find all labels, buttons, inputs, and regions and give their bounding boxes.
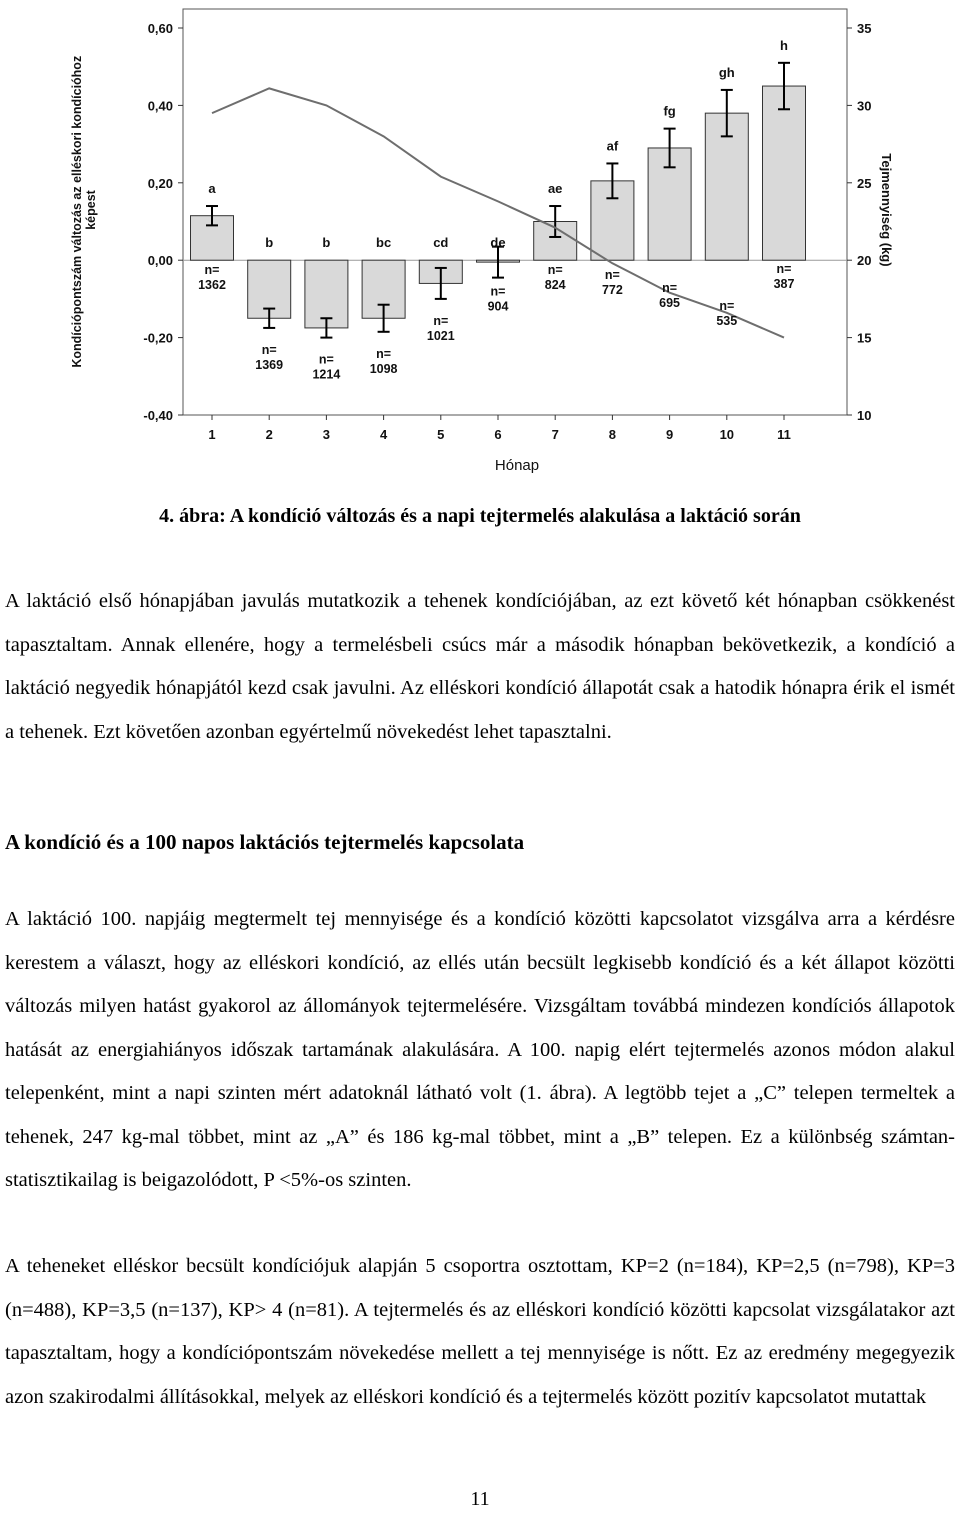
y2-tick-label: 10 <box>857 408 872 423</box>
n-label-prefix: n= <box>776 262 792 277</box>
significance-letter: bc <box>376 235 392 251</box>
section-heading: A kondíció és a 100 napos laktációs tejtermelés kapcsolata <box>5 830 525 854</box>
x-tick-label: 2 <box>265 427 273 442</box>
y2-tick-label: 25 <box>857 175 872 191</box>
n-label-value: 1021 <box>426 328 455 343</box>
n-label-value: 387 <box>773 277 795 292</box>
x-tick-label: 11 <box>777 427 791 442</box>
significance-letter: af <box>606 138 619 154</box>
x-tick-label: 1 <box>208 427 216 442</box>
y-axis-title: Kondíciópontszám változás az elléskori kondícióhoz képest <box>70 55 98 368</box>
n-label-value: 904 <box>487 299 509 314</box>
y2-tick-label: 15 <box>857 330 872 346</box>
n-label-prefix: n= <box>318 352 334 367</box>
significance-letter: a <box>208 181 216 197</box>
page-number: 11 <box>470 1488 490 1510</box>
significance-letter: h <box>780 37 788 53</box>
paragraph-3: A teheneket elléskor becsült kondíciójuk alapján 5 csoportra osztottam, KP=2 (n=184), KP=2,5 (n=798), KP=3 (n=488), KP=3,5 (n=137), KP> 4 (n=81). A tejtermelés és az elléskori kondíció közötti kapcsolat vizsgálatakor azt tapasztaltam, hogy a kondíciópontszám növekedése mellett a tej mennyisége is nőtt. Ez az eredmény megegyezik azon szakirodalmi állításokkal, melyek az elléskori kondíció és a tejtermelés között pozitív kapcsolatot mutattak <box>5 1255 955 1408</box>
significance-letter: b <box>322 235 331 251</box>
y2-tick-label: 35 <box>857 21 872 36</box>
x-tick-label: 8 <box>608 427 617 442</box>
significance-letter: gh <box>718 64 735 80</box>
n-label-value: 824 <box>544 278 566 293</box>
y-tick-label: 0,00 <box>147 253 173 269</box>
x-tick-label: 6 <box>494 427 502 442</box>
x-tick-label: 10 <box>719 427 735 442</box>
n-label-prefix: n= <box>719 299 735 314</box>
y-tick-label: 0,60 <box>147 21 173 36</box>
n-label-value: 772 <box>601 283 623 298</box>
significance-letter: fg <box>663 103 676 119</box>
figure-caption: 4. ábra: A kondíció változás és a napi tejtermelés alakulása a laktáció során <box>159 505 801 527</box>
y2-axis-title: Tejmennyiség (kg) <box>879 153 894 267</box>
y2-tick-label: 20 <box>857 253 872 269</box>
n-label-value: 695 <box>659 296 681 311</box>
n-label-value: 1214 <box>312 367 341 382</box>
n-label-value: 1362 <box>198 278 226 293</box>
n-label-value: 1098 <box>369 361 398 376</box>
x-tick-label: 5 <box>437 427 445 442</box>
significance-letter: cd <box>433 235 449 251</box>
x-tick-label: 9 <box>665 427 674 442</box>
n-label-prefix: n= <box>547 263 563 278</box>
y-tick-label: -0,20 <box>143 330 173 346</box>
x-axis-title: Hónap <box>494 457 540 474</box>
n-label-value: 535 <box>716 314 738 329</box>
n-label-prefix: n= <box>261 342 277 357</box>
n-label-prefix: n= <box>662 281 678 296</box>
y2-tick-label: 30 <box>857 98 872 114</box>
n-label-prefix: n= <box>376 346 392 361</box>
significance-letter: de <box>490 235 506 251</box>
n-label-prefix: n= <box>433 313 449 328</box>
paragraph-1: A laktáció első hónapjában javulás mutatkozik a tehenek kondíciójában, az ezt követő két hónapban csökkenést tapasztaltam. Annak ellenére, hogy a termelésbeli csúcs már a második hónapban bekövetkezik, a kondíció a laktáció negyedik hónapjától kezd csak javulni. Az elléskori kondíció állapotát csak a hatodik hónapra érik el ismét a tehenek. Ezt követően azonban egyértelmű növekedést lehet tapasztalni. <box>5 590 955 743</box>
y-tick-label: 0,20 <box>147 175 173 191</box>
n-label-prefix: n= <box>204 263 220 278</box>
n-label-prefix: n= <box>490 284 506 299</box>
n-label-value: 1369 <box>255 357 284 372</box>
y-tick-label: 0,40 <box>147 98 173 114</box>
x-tick-label: 3 <box>322 427 331 442</box>
significance-letter: ae <box>547 181 563 197</box>
x-tick-label: 7 <box>551 427 559 442</box>
chart <box>0 0 960 480</box>
significance-letter: b <box>265 235 274 251</box>
bar <box>763 86 806 260</box>
paragraph-2: A laktáció 100. napjáig megtermelt tej mennyisége és a kondíció közötti kapcsolatot vizsgálva arra a kérdésre kerestem a választ, hogy az elléskori kondíció, az ellés után becsült legkisebb kondíció és a két állapot közötti változás milyen hatást gyakorol az állományok tejtermelésére. Vizsgáltam továbbá mindezen kondíciós állapotok hatását az energiahiányos időszak tartamának alakulására. A 100. napig elért tejtermelés azonos módon alakul telepenként, mint a napi szinten mért adatoknál látható volt (1. ábra). A legtöbb tejet a „C” telepen termeltek a tehenek, 247 kg-mal többet, mint az „A” és 186 kg-mal többet, mint a „B” telepen. Ez a különbség számtan-statisztikailag is beigazolódott, P <5%-os szinten. <box>5 908 955 1191</box>
n-label-prefix: n= <box>604 268 620 283</box>
x-tick-label: 4 <box>379 427 388 442</box>
y-tick-label: -0,40 <box>143 408 173 423</box>
